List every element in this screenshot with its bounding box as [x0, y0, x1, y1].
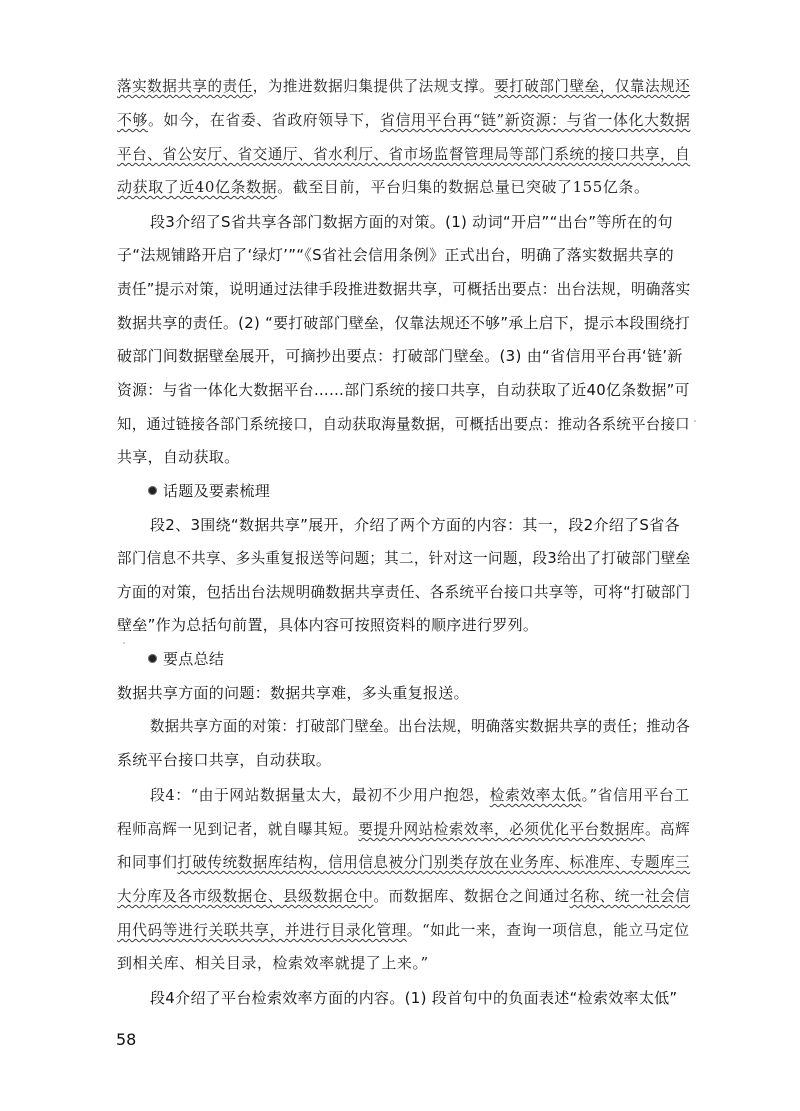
text-line: [117, 920, 689, 940]
text-line: [117, 279, 691, 299]
underlined-phrase: 省信用平台再“链”新资源：与省一体化大数据: [380, 111, 691, 129]
text-line: [150, 212, 673, 232]
section-heading: [148, 649, 224, 669]
text-line: [117, 245, 674, 265]
text-line: [117, 886, 690, 906]
text-line: [117, 582, 691, 602]
text-segment: 。如今，在省委、省政府领导下，: [147, 111, 381, 129]
text-segment: 方面的对策，包括出台法规明确数据共享责任、各系统平台接口共享等，可将“打破部门: [117, 583, 691, 601]
bullet-icon: [148, 654, 157, 663]
scan-speck: [123, 642, 125, 644]
text-segment: 程师高辉一见到记者，就自曝其短。: [117, 820, 359, 838]
text-line: [117, 110, 690, 130]
heading-text: 要点总结: [163, 650, 225, 668]
text-line: [117, 76, 690, 96]
text-line: [117, 380, 690, 400]
text-line: [117, 548, 691, 568]
text-segment: 。高辉: [644, 820, 691, 838]
text-line: [150, 785, 690, 805]
page-number: 58: [116, 1030, 137, 1049]
underlined-phrase: 打破传统数据库结构，信用信息被分门别类存放在业务库、标准库、专题库三: [177, 853, 691, 871]
text-segment: 知，通过链接各部门系统接口，自动获取海量数据，可概括出要点：推动各系统平台接口: [117, 415, 690, 433]
underlined-phrase: 平台、省公安厅、省交通厅、省水利厅、省市场监督管理局等部门系统的接口共享，自: [117, 145, 691, 163]
underlined-phrase: 不够: [117, 111, 148, 129]
underlined-phrase: 动获取了近40亿条数据: [117, 178, 278, 196]
text-segment: 到相关库、相关目录，检索效率就提了上来。”: [117, 954, 429, 972]
text-line: [117, 683, 469, 703]
text-segment: 和同事们: [117, 853, 178, 871]
underlined-phrase: 落实数据共享的责任: [117, 77, 253, 95]
text-line: [150, 988, 678, 1008]
text-line: [150, 515, 680, 535]
text-line: [117, 177, 650, 197]
bullet-icon: [148, 486, 157, 495]
section-heading: [148, 481, 270, 501]
text-segment: 破部门间数据壁垒展开，可摘抄出要点：打破部门壁垒。(3) 由“省信用平台再‘链’新: [117, 347, 683, 365]
text-segment: ，为推进数据归集提供了法规支撑。: [252, 77, 495, 95]
text-segment: 部门信息不共享、多头重复报送等问题；其二，针对这一问题，段3给出了打破部门壁垒: [117, 549, 691, 567]
text-line: [117, 819, 690, 839]
text-segment: 资源：与省一体化大数据平台……部门系统的接口共享，自动获取了近40亿条数据”可: [117, 381, 690, 399]
text-line: [117, 144, 690, 164]
text-line: [117, 346, 683, 366]
text-segment: 段4介绍了平台检索效率方面的内容。(1) 段首句中的负面表述“检索效率太低”: [150, 989, 678, 1007]
text-segment: 。“如此一来，查询一项信息，能立马定位: [406, 921, 690, 939]
text-segment: 。”省信用平台工: [581, 786, 690, 804]
text-line: [117, 313, 690, 333]
text-line: [117, 953, 429, 973]
heading-text: 话题及要素梳理: [163, 482, 271, 500]
underlined-phrase: 用代码等进行关联共享，并进行目录化管理: [117, 921, 407, 939]
text-segment: 数据共享方面的问题：数据共享难，多头重复报送。: [117, 684, 469, 702]
text-segment: 共享，自动获取。: [117, 448, 240, 466]
text-segment: 。而数据库、数据仓之间通过: [373, 887, 570, 905]
text-segment: 数据共享的责任。(2) “要打破部门壁垒，仅靠法规还不够”承上启下，提示本段围绕打: [117, 314, 691, 332]
underlined-phrase: 要提升网站检索效率，必须优化平台数据库: [358, 820, 645, 838]
text-line: [150, 716, 690, 736]
text-segment: 段2、3围绕“数据共享”展开，介绍了两个方面的内容：其一，段2介绍了S省各: [150, 516, 680, 534]
text-segment: 子“法规铺路开启了‘绿灯’”“《S省社会信用条例》正式出台，明确了落实数据共享的: [117, 246, 674, 264]
text-segment: 责任”提示对策，说明通过法律手段推进数据共享，可概括出要点：出台法规，明确落实: [117, 280, 691, 298]
text-line: [117, 447, 239, 467]
text-segment: 数据共享方面的对策：打破部门壁垒。出台法规，明确落实数据共享的责任；推动各: [150, 717, 691, 735]
text-line: [117, 414, 690, 434]
text-line: [117, 852, 690, 872]
underlined-phrase: 检索效率太低: [489, 786, 582, 804]
text-line: [117, 750, 331, 770]
underlined-phrase: 大分库及各市级数据仓、县级数据仓中: [117, 887, 374, 905]
text-segment: 壁垒”作为总括句前置，具体内容可按照资料的顺序进行罗列。: [117, 616, 539, 634]
text-segment: 段3介绍了S省共享各部门数据方面的对策。(1) 动词“开启”“出台”等所在的句: [150, 213, 673, 231]
underlined-phrase: 名称、统一社会信: [569, 887, 691, 905]
underlined-phrase: 要打破部门壁垒，仅靠法规还: [494, 77, 691, 95]
text-segment: 。截至目前，平台归集的数据总量已突破了155亿条。: [277, 178, 650, 196]
scan-speck: [694, 420, 696, 422]
text-segment: 段4：“由于网站数据量太大，最初不少用户抱怨，: [150, 786, 490, 804]
text-line: [117, 615, 538, 635]
text-segment: 系统平台接口共享，自动获取。: [117, 751, 332, 769]
